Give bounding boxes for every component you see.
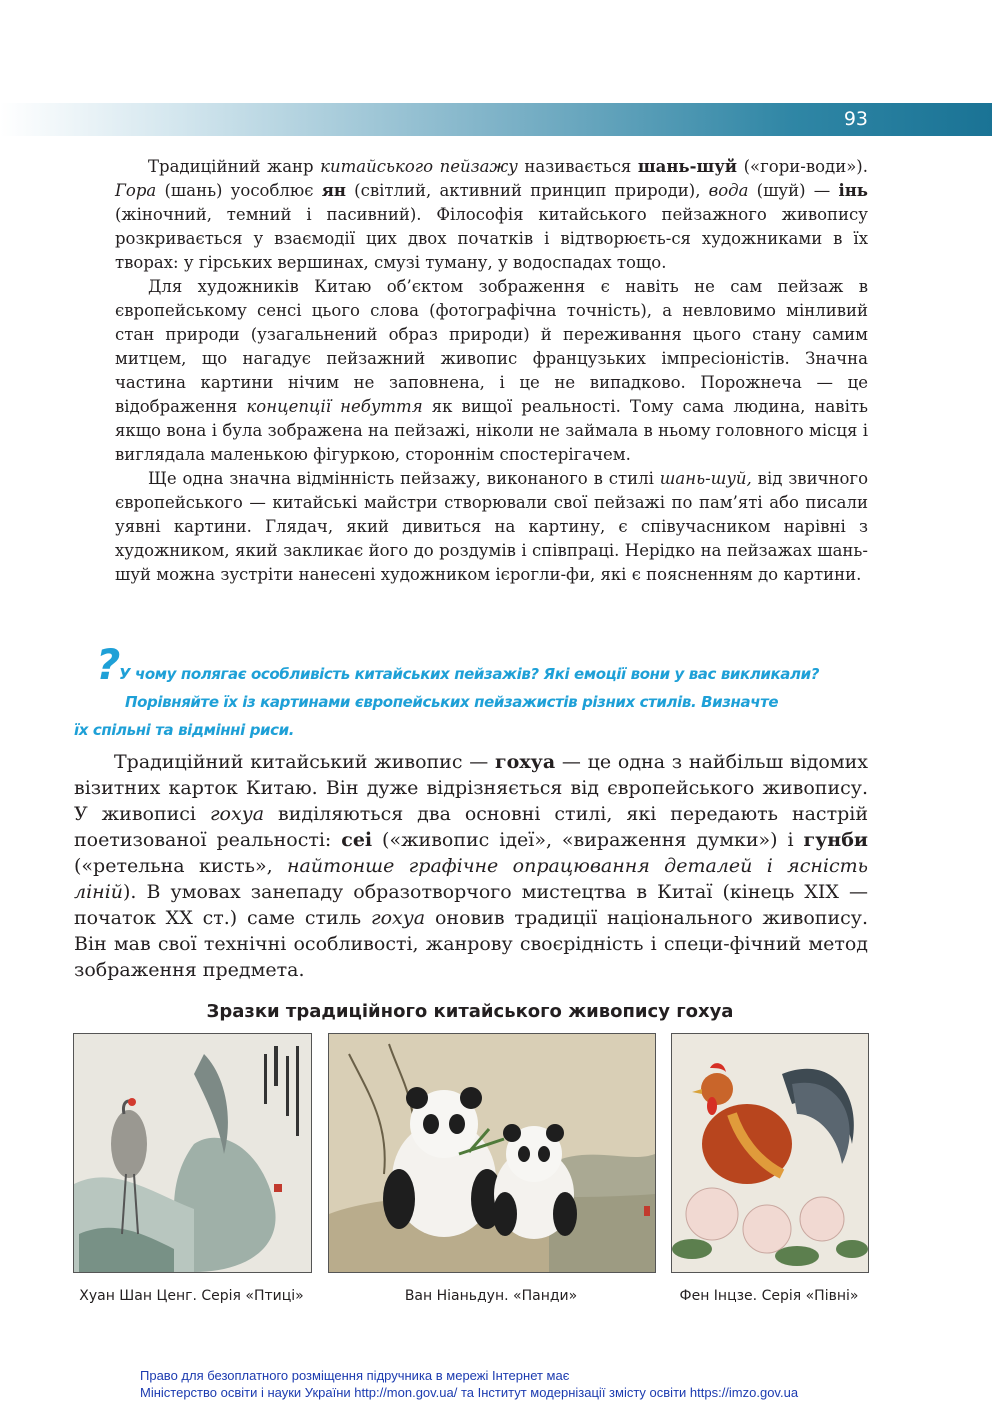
- license-line-1: Право для безоплатного розміщення підручника в мережі Інтернет має: [140, 1368, 570, 1383]
- text-run: Гора: [115, 181, 157, 200]
- text-run: Ще одна значна відмінність пейзажу, виконаного в стилі: [148, 469, 660, 488]
- paragraph-artists: [115, 275, 868, 467]
- discussion-question: [74, 640, 870, 744]
- caption-crane: Хуан Шан Ценг. Серія «Птиці»: [79, 1288, 304, 1304]
- text-run: від звичного європейського — китайські майстри створювали свої пейзажі по пам’яті або писали уявні картини. Глядач, який дивиться на картину, є співучасником нарівні з художником, який закликає його до роздумів і співпраці. Нерідко на пейзажах шань-шуй можна зустріти нанесені художником ієрогли-фи, які є поясненням до картини.: [115, 469, 868, 584]
- text-run: («живопис ідеї», «вираження думки») і: [372, 829, 804, 851]
- gohua-text: [74, 749, 868, 983]
- pandas-painting: [328, 1033, 656, 1273]
- text-run: гохуа: [209, 803, 265, 825]
- text-run: ян: [321, 181, 346, 200]
- text-run: (жіночний, темний і пасивний). Філософія китайського пейзажного живопису розкривається у взаємодії цих двох початків і відтворюєть-ся художниками в їх творах: у гірських вершинах, смузі туману, у водоспадах тощо.: [115, 205, 868, 272]
- text-run: — це одна з найбільш відомих візитних карток Китаю. Він дуже відрізняється від європейського живопису. У живописі: [74, 751, 868, 825]
- text-run: інь: [838, 181, 868, 200]
- question-mark-icon: ?: [96, 640, 120, 689]
- text-run: найтонше графічне опрацювання деталей і ясність ліній: [74, 855, 868, 903]
- text-run: оновив традиції національного живопису. Він мав свої технічні особливості, жанрову своєрідність і специ-фічний метод зображення предмета.: [74, 907, 868, 981]
- text-run: («гори-води»).: [737, 157, 868, 176]
- paragraph-gohua: [74, 749, 868, 983]
- gallery-title: Зразки традиційного китайського живопису гохуа: [206, 1001, 734, 1022]
- text-run: гунби: [803, 829, 868, 851]
- text-run: як вищої реальності. Тому сама людина, навіть якщо вона і була зображена на пейзажі, ніколи не займала в ньому головного місця і виглядала маленькою фігуркою, стороннім спостерігачем.: [115, 397, 868, 464]
- caption-rooster: Фен Інцзе. Серія «Півні»: [679, 1288, 859, 1304]
- text-run: Традиційний китайський живопис —: [114, 751, 496, 773]
- landscape-text: [115, 155, 868, 587]
- text-run: виділяються два основні стилі, які передають настрій поетизованої реальності:: [74, 803, 868, 851]
- rooster-painting: [671, 1033, 869, 1273]
- text-run: («ретельна кисть»,: [74, 855, 288, 877]
- text-run: гохуа: [371, 907, 426, 929]
- text-run: ). В умовах занепаду образотворчого мистецтва в Китаї (кінець XIX — початок XX ст.) саме стиль: [74, 881, 868, 929]
- text-run: називається: [517, 157, 638, 176]
- paragraph-shanshui: [115, 155, 868, 275]
- text-run: сеі: [341, 829, 373, 851]
- text-run: гохуа: [495, 751, 556, 773]
- question-line-1: У чому полягає особливість китайських пейзажів? Які емоції вони у вас викликали?: [119, 665, 820, 683]
- text-run: Для художників Китаю об’єктом зображення є навіть не сам пейзаж в європейському сенсі цього слова (фотографічна точність), а невловимо мінливий стан природи (узагальнений образ природи) й переживання цього стану самим митцем, що нагадує пейзажний живопис французьких імпресіоністів. Значна частина картини нічим не заповнена, і це не випадково. Порожнеча — це відображення: [115, 277, 868, 416]
- text-run: шань-шуй: [637, 157, 738, 176]
- text-run: Традиційний жанр: [148, 157, 321, 176]
- text-run: вода: [708, 181, 749, 200]
- text-run: (шуй) —: [748, 181, 839, 200]
- crane-painting: [73, 1033, 312, 1273]
- question-line-3: їх спільні та відмінні риси.: [74, 721, 295, 739]
- text-run: концепції небуття: [246, 397, 423, 416]
- question-line-2: Порівняйте їх із картинами європейських пейзажистів різних стилів. Визначте: [125, 693, 779, 711]
- text-run: шань-шуй,: [659, 469, 752, 488]
- paragraph-difference: [115, 467, 868, 587]
- license-footer: [140, 1367, 900, 1401]
- text-run: китайського пейзажу: [320, 157, 518, 176]
- text-run: (шань) уособлює: [156, 181, 322, 200]
- text-run: (світлий, активний принцип природи),: [345, 181, 709, 200]
- license-line-2: Міністерство освіти і науки України http://mon.gov.ua/ та Інститут модернізації змісту освіти https://imzo.gov.ua: [140, 1385, 799, 1400]
- page-number: 93: [843, 108, 868, 130]
- caption-pandas: Ван Ніаньдун. «Панди»: [404, 1288, 578, 1304]
